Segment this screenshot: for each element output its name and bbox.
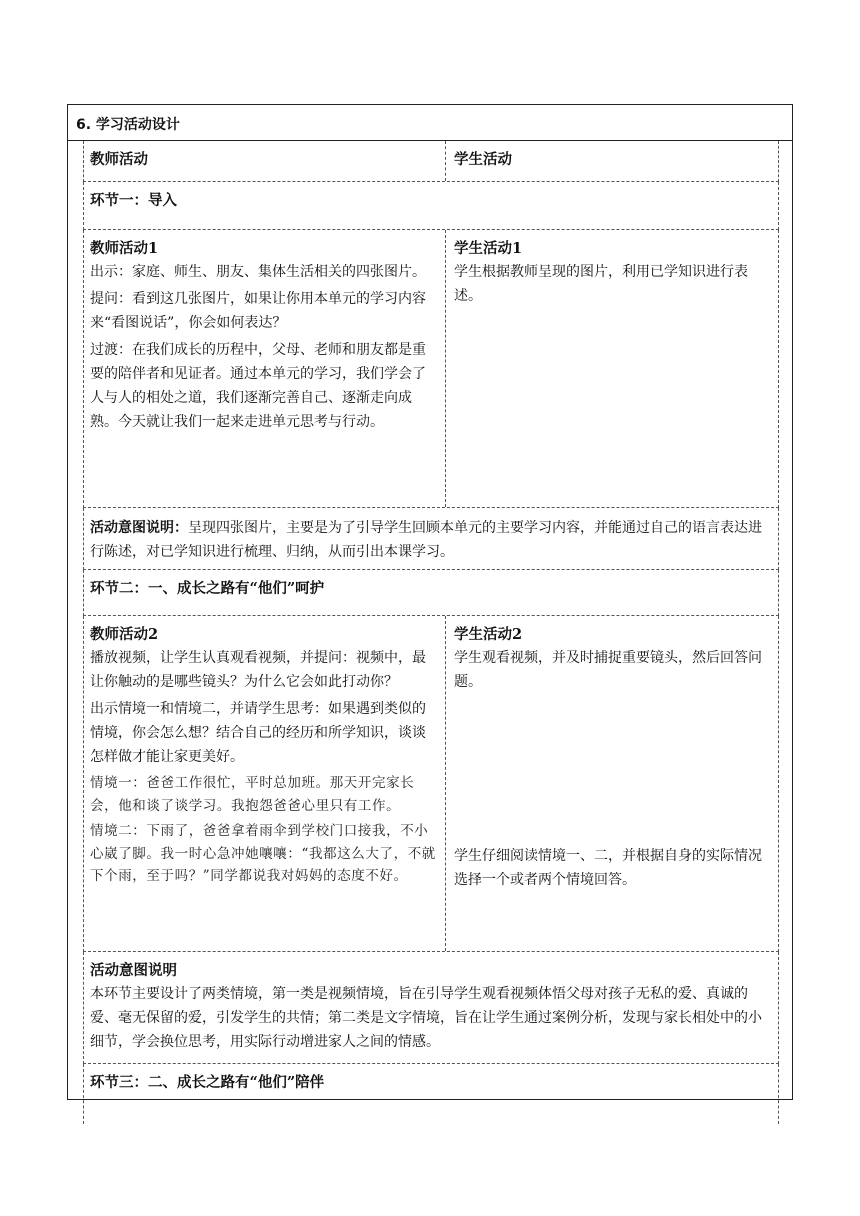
section-title: 6. 学习活动设计 (76, 117, 180, 133)
header-row (83, 141, 779, 182)
stage1-title: 环节一：导入 (90, 192, 177, 209)
stage2-title-row (83, 570, 779, 616)
stage1-title-row (83, 182, 779, 230)
teacher-column-header: 教师活动 (90, 151, 148, 168)
stage3-title-row (83, 1064, 779, 1124)
teacher-activity-1-text: 提问：看到这几张图片，如果让你用本单元的学习内容来“看图说话”，你会如何表达？ (90, 291, 426, 331)
activity-design-table (67, 104, 793, 1100)
stage1-intent-row (83, 508, 779, 570)
stage2-activity-row (83, 616, 779, 952)
teacher-activity-1-text: 出示：家庭、师生、朋友、集体生活相关的四张图片。 (90, 264, 426, 280)
stage2-title: 环节二：一、成长之路有“他们”呵护 (90, 580, 325, 597)
scenario-1-text: 情境一：爸爸工作很忙，平时总加班。那天开完家长会，他和谈了谈学习。我抱怨爸爸心里只有工作。 (90, 775, 415, 814)
teacher-activity-2-heading: 教师活动2 (90, 626, 159, 643)
teacher-activity-1-heading: 教师活动1 (90, 240, 159, 257)
student-column-header: 学生活动 (454, 151, 512, 168)
stage2-intent-heading: 活动意图说明 (90, 962, 177, 979)
stage3-title: 环节三：二、成长之路有“他们”陪伴 (90, 1074, 325, 1091)
student-activity-1-heading: 学生活动1 (454, 240, 523, 257)
intent-text: 呈现四张图片，主要是为了引导学生回顾本单元的主要学习内容，并能通过自己的语言表达进行陈述，对已学知识进行梳理、归纳，从而引出本课学习。 (90, 520, 762, 560)
teacher-activity-2-text: 播放视频，让学生认真观看视频，并提问：视频中，最让你触动的是哪些镜头？为什么它会如此打动你？ (90, 650, 426, 690)
teacher-activity-1-text: 过渡：在我们成长的历程中，父母、老师和朋友都是重要的陪伴者和见证者。通过本单元的学习，我们学会了人与人的相处之道，我们逐渐完善自己、逐渐走向成熟。今天就让我们一起来走进单元思考与行动。 (90, 342, 426, 430)
teacher-activity-2-text: 出示情境一和情境二，并请学生思考：如果遇到类似的情境，你会怎么想？结合自己的经历和所学知识，谈谈怎样做才能让家更美好。 (90, 701, 426, 765)
stage2-intent-text: 本环节主要设计了两类情境，第一类是视频情境，旨在引导学生观看视频体悟父母对孩子无私的爱、真诚的爱、毫无保留的爱，引发学生的共情；第二类是文字情境，旨在让学生通过案例分析，发现与家长相处中的小细节，学会换位思考，用实际行动增进家人之间的情感。 (90, 986, 762, 1050)
intent-label: 活动意图说明： (90, 520, 188, 536)
stage1-activity-row (83, 230, 779, 508)
stage2-intent-row (83, 952, 779, 1064)
scenario-2-text: 情境二：下雨了，爸爸拿着雨伞到学校门口接我，不小心崴了脚。我一时心急冲她嚷嚷：“我都这么大了，不就下个雨，至于吗？”同学都说我对妈妈的态度不好。 (90, 823, 436, 884)
activity-grid (83, 141, 779, 1124)
stage1-intent (90, 516, 772, 564)
student-activity-2-heading: 学生活动2 (454, 626, 523, 643)
student-activity-2-text: 学生观看视频，并及时捕捉重要镜头，然后回答问题。 (454, 650, 762, 690)
student-activity-2-scenario-text: 学生仔细阅读情境一、二，并根据自身的实际情况选择一个或者两个情境回答。 (454, 848, 762, 888)
student-activity-1-text: 学生根据教师呈现的图片，利用已学知识进行表述。 (454, 264, 748, 304)
